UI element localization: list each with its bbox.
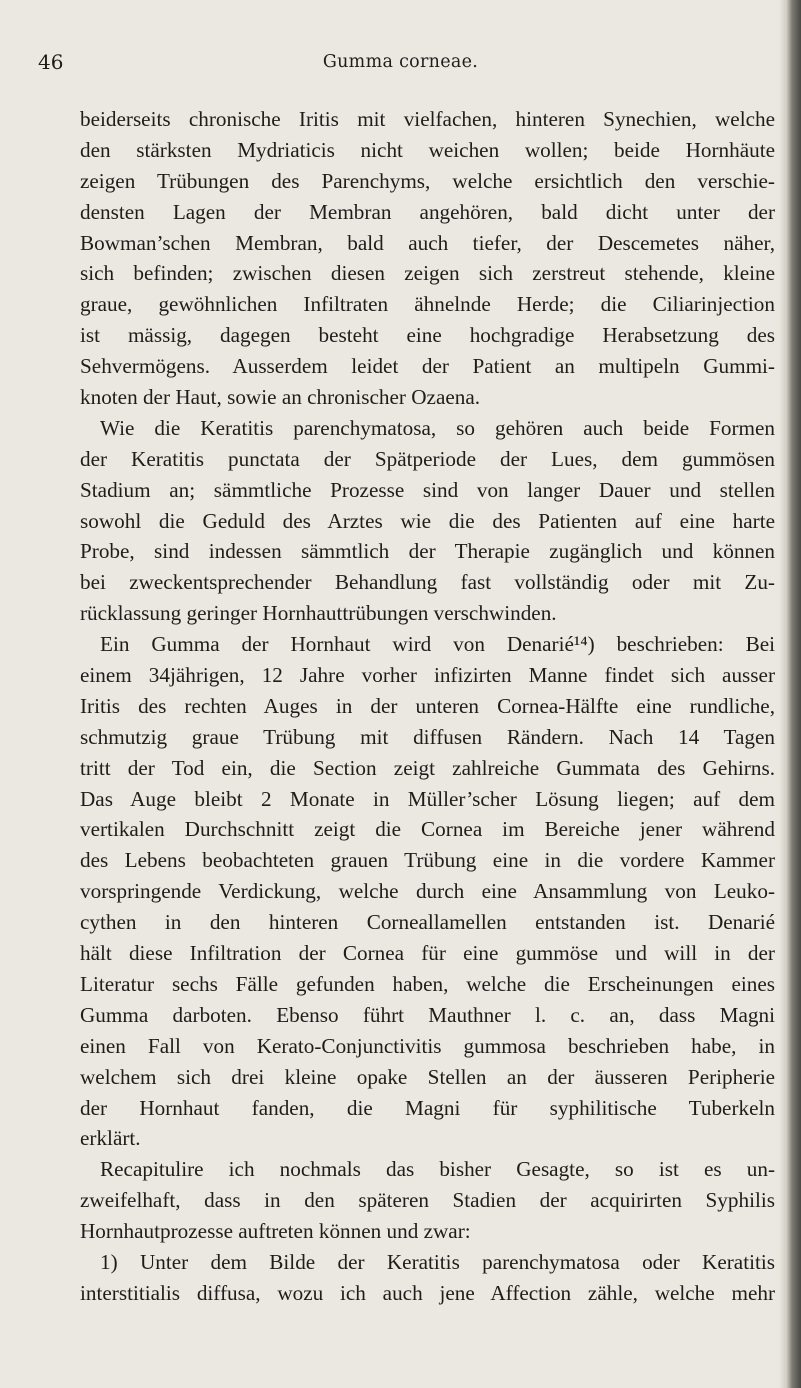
text-line: bei zweckentsprechender Behandlung fast vollständig oder mit Zu- <box>80 570 775 595</box>
text-line: Sehvermögens. Ausserdem leidet der Patient an multipeln Gummi- <box>80 354 775 379</box>
text-line: zeigen Trübungen des Parenchyms, welche ersichtlich den verschie- <box>80 168 775 193</box>
text-line: Iritis des rechten Auges in der unteren Cornea-Hälfte eine rundliche, <box>80 693 775 718</box>
text-line: der Hornhaut fanden, die Magni für syphilitische Tuberkeln <box>80 1095 775 1120</box>
page-gutter-shadow <box>779 0 801 1388</box>
text-line: densten Lagen der Membran angehören, bald dicht unter der <box>80 199 775 224</box>
text-line: vertikalen Durchschnitt zeigt die Cornea im Bereiche jener während <box>80 817 775 842</box>
text-line: tritt der Tod ein, die Section zeigt zahlreiche Gummata des Gehirns. <box>80 755 775 780</box>
text-line: den stärksten Mydriaticis nicht weichen wollen; beide Hornhäute <box>80 137 775 162</box>
text-line: Stadium an; sämmtliche Prozesse sind von langer Dauer und stellen <box>80 477 775 502</box>
body-text <box>80 104 775 1309</box>
text-line: Das Auge bleibt 2 Monate in Müller’scher Lösung liegen; auf dem <box>80 786 775 811</box>
text-line: Literatur sechs Fälle gefunden haben, welche die Erscheinungen eines <box>80 971 775 996</box>
text-line: beiderseits chronische Iritis mit vielfachen, hinteren Synechien, welche <box>80 107 775 131</box>
text-line: Ein Gumma der Hornhaut wird von Denarié¹⁴) beschrieben: Bei <box>100 632 775 657</box>
text-line: erklärt. <box>80 1126 141 1151</box>
text-line: Hornhautprozesse auftreten können und zwar: <box>80 1219 471 1244</box>
text-line: einen Fall von Kerato-Conjunctivitis gummosa beschrieben habe, in <box>80 1033 775 1058</box>
text-line: rücklassung geringer Hornhauttrübungen verschwinden. <box>80 601 557 626</box>
text-line: vorspringende Verdickung, welche durch eine Ansammlung von Leuko- <box>80 879 775 904</box>
text-line: des Lebens beobachteten grauen Trübung eine in die vordere Kammer <box>80 848 775 873</box>
text-line: Wie die Keratitis parenchymatosa, so gehören auch beide Formen <box>100 415 775 440</box>
text-line: einem 34jährigen, 12 Jahre vorher infizirten Manne findet sich ausser <box>80 663 775 688</box>
text-line: Probe, sind indessen sämmtlich der Therapie zugänglich und können <box>80 539 775 564</box>
page-number: 46 <box>38 50 64 74</box>
text-line: der Keratitis punctata der Spätperiode der Lues, dem gummösen <box>80 446 775 471</box>
text-line: Recapitulire ich nochmals das bisher Gesagte, so ist es un- <box>100 1157 775 1182</box>
text-line: Bowman’schen Membran, bald auch tiefer, der Descemetes näher, <box>80 230 775 255</box>
text-line: cythen in den hinteren Corneallamellen entstanden ist. Denarié <box>80 910 775 935</box>
text-line: welchem sich drei kleine opake Stellen an der äusseren Peripherie <box>80 1064 775 1089</box>
text-line: knoten der Haut, sowie an chronischer Ozaena. <box>80 385 481 410</box>
text-line: schmutzig graue Trübung mit diffusen Rändern. Nach 14 Tagen <box>80 724 775 749</box>
text-line: graue, gewöhnlichen Infiltraten ähnelnde Herde; die Ciliarinjection <box>80 292 775 317</box>
text-line: hält diese Infiltration der Cornea für eine gummöse und will in der <box>80 941 775 966</box>
running-head: Gumma corneae. <box>322 52 479 72</box>
text-line: zweifelhaft, dass in den späteren Stadien der acquirirten Syphilis <box>80 1188 775 1213</box>
text-line: sich befinden; zwischen diesen zeigen sich zerstreut stehende, kleine <box>80 261 775 286</box>
text-line: interstitialis diffusa, wozu ich auch jene Affection zähle, welche mehr <box>80 1280 775 1305</box>
text-line: 1) Unter dem Bilde der Keratitis parenchymatosa oder Keratitis <box>100 1249 775 1274</box>
text-line: ist mässig, dagegen besteht eine hochgradige Herabsetzung des <box>80 323 775 348</box>
text-line: sowohl die Geduld des Arztes wie die des Patienten auf eine harte <box>80 508 775 533</box>
text-line: Gumma darboten. Ebenso führt Mauthner l. c. an, dass Magni <box>80 1002 775 1027</box>
